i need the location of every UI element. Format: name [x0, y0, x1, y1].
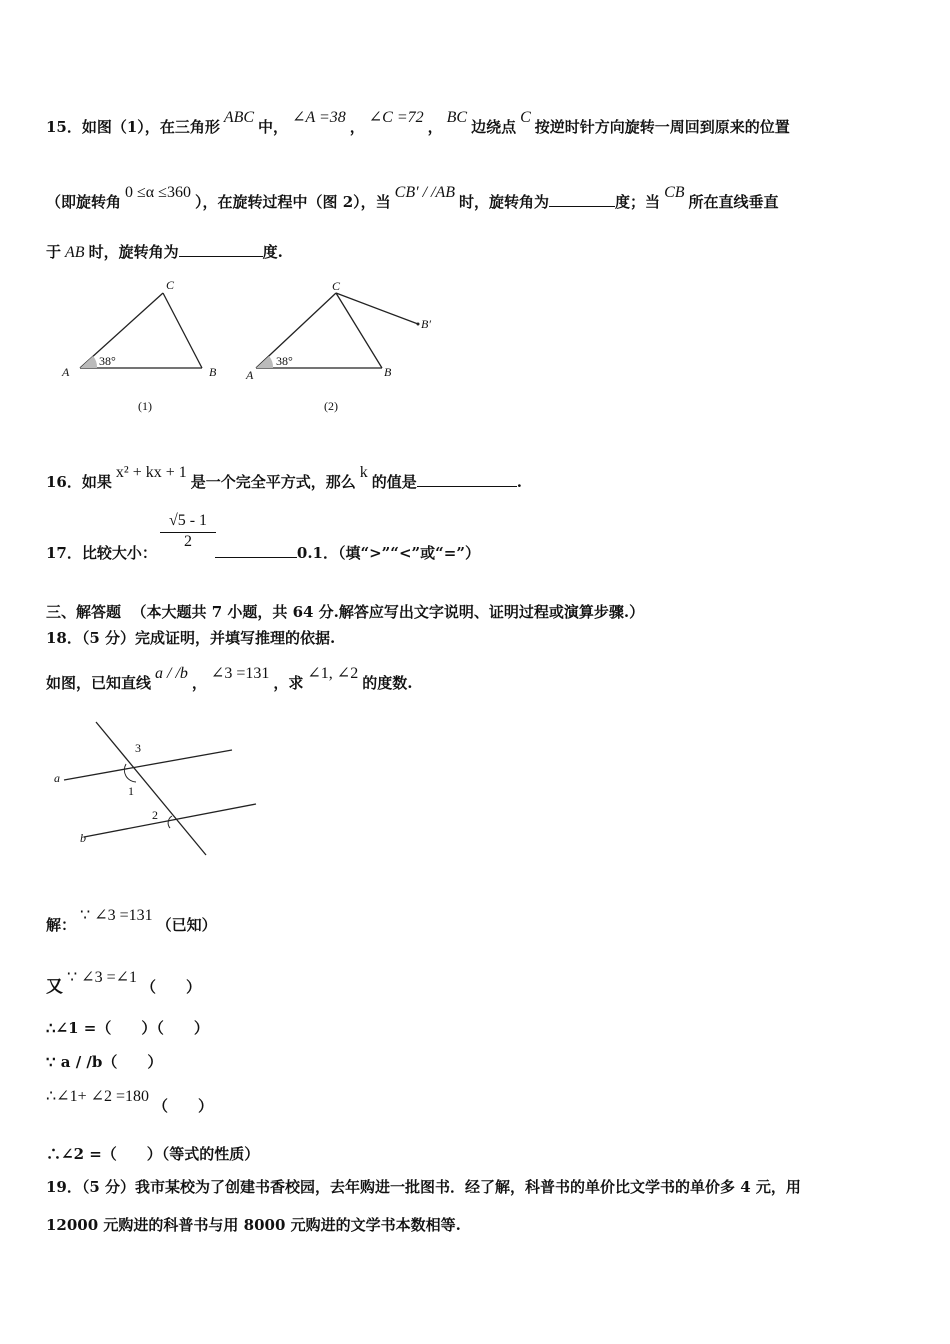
fraction — [160, 512, 216, 551]
q15-text: 度；当 — [615, 193, 661, 211]
q16-number: 16． — [46, 473, 82, 491]
label-c: C — [332, 279, 341, 293]
q19-text: 12000 元购进的科普书与用 8000 元购进的文学书本数相等. — [46, 1216, 461, 1234]
q15-text: 于 — [46, 243, 62, 261]
q15-text: 按逆时针方向旋转一周回到原来的位置 — [534, 118, 790, 136]
line-a — [64, 750, 232, 780]
math-angle-a: ∠A =38 — [292, 109, 346, 126]
proof-math[interactable]: ∵ a / /b（ ） — [46, 1053, 163, 1071]
q19-line-1 — [46, 1176, 801, 1197]
q18-text: 的度数. — [362, 674, 413, 692]
angle-mark — [256, 356, 273, 368]
math-cb: CB — [664, 184, 685, 201]
label-a: A — [246, 368, 254, 382]
proof-step-5 — [46, 1088, 214, 1116]
label-b: b — [80, 831, 86, 845]
angle-arc-2 — [168, 816, 172, 828]
q15-text: （即旋转角 — [46, 193, 122, 211]
figure-triangle-2 — [240, 275, 450, 420]
q19-line-2 — [46, 1214, 461, 1235]
q19-text: （5 分）我市某校为了创建书香校园，去年购进一批图书．经了解，科普书的单价比文学书的单价多 4 元，用 — [81, 1178, 801, 1196]
q15-number: 15． — [46, 118, 82, 136]
math-abc: ABC — [223, 109, 255, 126]
label-b-prime: B′ — [421, 317, 431, 331]
math-expression: x² + kx + 1 — [115, 464, 187, 481]
q18-number: 18． — [46, 629, 82, 647]
q15-text: ），在旋转过程中（图 2），当 — [194, 193, 391, 211]
q17-text: 0.1．（填“>”“<”或“=”） — [296, 544, 480, 562]
q15-text: 中， — [258, 118, 289, 136]
math-range: 0 ≤α ≤360 — [125, 184, 191, 201]
proof-text: 解： — [46, 916, 77, 934]
figure-parallel-lines — [48, 712, 278, 872]
segment-bc — [163, 293, 202, 368]
answer-blank[interactable] — [215, 543, 297, 558]
math-ab: AB — [65, 244, 85, 261]
math-angle-3: ∠3 =131 — [210, 665, 270, 682]
proof-math[interactable]: ∴∠2 =（ ）（等式的性质） — [46, 1145, 260, 1163]
q16-line — [46, 464, 522, 492]
label-a: a — [54, 771, 60, 785]
section-heading — [46, 601, 644, 622]
q15-line-3 — [46, 241, 283, 262]
proof-reason: （已知） — [156, 916, 217, 934]
q18-line-2 — [46, 665, 413, 693]
proof-step-4 — [46, 1051, 162, 1072]
q16-text: . — [516, 473, 522, 491]
answer-blank[interactable] — [549, 192, 615, 207]
q17-text: 比较大小： — [81, 544, 157, 562]
q16-text: 的值是 — [371, 473, 417, 491]
proof-text: 又 — [46, 977, 63, 997]
segment-cb-prime — [336, 293, 418, 324]
q18-line-1 — [46, 627, 335, 648]
transversal — [96, 722, 206, 855]
label-b: B — [384, 365, 392, 379]
fraction-numerator: √5 - 1 — [160, 512, 216, 533]
q15-text: 时，旋转角为 — [88, 243, 179, 261]
math-angle-c: ∠C =72 — [368, 109, 424, 126]
q15-line-2 — [46, 184, 779, 212]
section-note: （本大题共 7 小题，共 64 分.解答应写出文字说明、证明过程或演算步骤.） — [131, 603, 645, 621]
q15-text: 边绕点 — [471, 118, 517, 136]
q15-text: ， — [427, 118, 443, 136]
proof-step-3 — [46, 1017, 209, 1038]
figure-triangle-1 — [50, 275, 230, 420]
q18-text: 如图，已知直线 — [46, 674, 152, 692]
q15-text: 所在直线垂直 — [688, 193, 779, 211]
q15-text: ， — [349, 118, 365, 136]
figure-caption: (2) — [324, 399, 338, 413]
answer-blank[interactable] — [179, 242, 263, 257]
q18-text: ，求 — [273, 674, 304, 692]
proof-math: ∵ ∠3 =∠1 — [67, 969, 138, 986]
q15-line-1 — [46, 109, 790, 137]
line-b — [84, 804, 256, 837]
math-bc: BC — [446, 109, 468, 126]
math-point-c: C — [520, 109, 531, 126]
angle-label: 38° — [276, 354, 293, 368]
label-1: 1 — [128, 784, 134, 798]
segment-ac — [256, 293, 336, 368]
q17-number: 17． — [46, 544, 82, 562]
q15-text: 时，旋转角为 — [459, 193, 550, 211]
label-3: 3 — [135, 741, 141, 755]
label-2: 2 — [152, 808, 158, 822]
math-k: k — [359, 464, 368, 481]
q15-text: 如图（1），在三角形 — [81, 118, 220, 136]
answer-blank[interactable] — [417, 472, 517, 487]
label-c: C — [166, 278, 175, 292]
q16-text: 是一个完全平方式，那么 — [190, 473, 356, 491]
q19-number: 19． — [46, 1178, 82, 1196]
proof-math[interactable]: ∴∠1 =（ ）（ ） — [46, 1019, 209, 1037]
proof-step-2 — [46, 969, 202, 997]
q18-text: （5 分）完成证明，并填写推理的依据. — [81, 629, 336, 647]
math-angles: ∠1, ∠2 — [307, 665, 359, 682]
proof-step-6 — [46, 1143, 259, 1164]
q16-text: 如果 — [81, 473, 112, 491]
label-a: A — [62, 365, 70, 379]
q17-line — [46, 542, 480, 563]
q18-text: ， — [191, 674, 207, 692]
math-parallel: CB′ / /AB — [394, 184, 456, 201]
angle-label: 38° — [99, 354, 116, 368]
proof-math: ∵ ∠3 =131 — [80, 907, 153, 924]
proof-reason[interactable]: （ ） — [141, 978, 202, 996]
section-title: 三、解答题 — [46, 603, 122, 621]
angle-mark — [80, 356, 97, 368]
proof-reason[interactable]: （ ） — [153, 1097, 214, 1115]
label-b: B — [209, 365, 217, 379]
figure-caption: (1) — [138, 399, 152, 413]
point-b-prime — [417, 323, 420, 326]
fraction-denominator: 2 — [184, 533, 192, 550]
segment-bc — [336, 293, 382, 368]
proof-step-1 — [46, 907, 217, 935]
proof-math: ∴∠1+ ∠2 =180 — [46, 1088, 150, 1105]
angle-arc-3 — [124, 764, 136, 782]
math-parallel: a / /b — [155, 665, 188, 682]
q15-text: 度. — [262, 243, 283, 261]
